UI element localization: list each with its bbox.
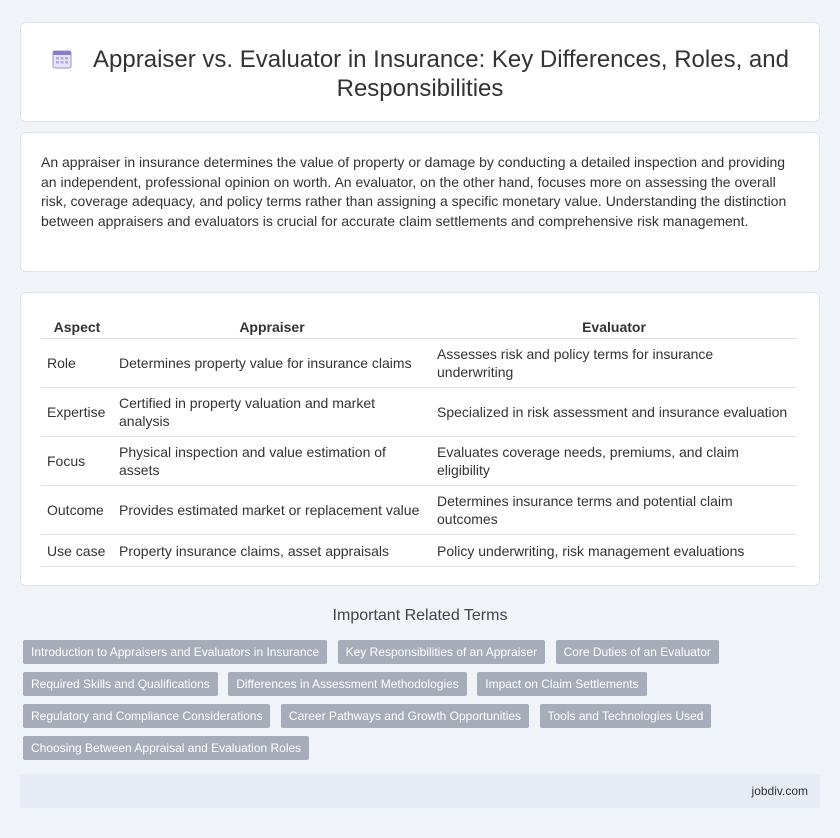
cell-aspect: Outcome (41, 486, 113, 535)
cell-aspect: Role (41, 339, 113, 388)
cell-aspect: Use case (41, 535, 113, 567)
header-appraiser: Appraiser (113, 311, 431, 339)
table-row (41, 388, 797, 437)
cell-appraiser: Certified in property valuation and market analysis (113, 388, 431, 437)
header-card (20, 22, 820, 122)
intro-paragraph: An appraiser in insurance determines the value of property or damage by conducting a detailed inspection and providing an independent, professional opinion on worth. An evaluator, on the other hand, focuses more on assessing the overall risk, coverage adequacy, and policy terms rather than assigning a specific monetary value. Understanding the distinction between appraisers and evaluators is crucial for accurate claim settlements and comprehensive risk management. (41, 154, 787, 229)
cell-appraiser: Provides estimated market or replacement value (113, 486, 431, 535)
intro-card (20, 132, 820, 272)
cell-aspect: Expertise (41, 388, 113, 437)
table-row (41, 339, 797, 388)
header-aspect: Aspect (41, 311, 113, 339)
related-term-tag[interactable]: Regulatory and Compliance Considerations (23, 704, 270, 728)
table-row (41, 437, 797, 486)
table-row (41, 486, 797, 535)
related-term-tag[interactable]: Core Duties of an Evaluator (556, 640, 719, 664)
related-term-tag[interactable]: Introduction to Appraisers and Evaluators in Insurance (23, 640, 327, 664)
page-title-text: Appraiser vs. Evaluator in Insurance: Key Differences, Roles, and Responsibilities (93, 46, 789, 102)
related-term-tag[interactable]: Impact on Claim Settlements (477, 672, 646, 696)
document-grid-icon (51, 48, 73, 70)
related-term-tag[interactable]: Required Skills and Qualifications (23, 672, 218, 696)
related-term-tag[interactable]: Differences in Assessment Methodologies (228, 672, 467, 696)
footer-site-link[interactable]: jobdiv.com (751, 784, 808, 798)
related-term-tag[interactable]: Career Pathways and Growth Opportunities (281, 704, 529, 728)
related-term-tag[interactable]: Key Responsibilities of an Appraiser (338, 640, 545, 664)
related-terms-tags (23, 640, 813, 768)
cell-evaluator: Specialized in risk assessment and insurance evaluation (431, 388, 797, 437)
cell-appraiser: Physical inspection and value estimation of assets (113, 437, 431, 486)
cell-evaluator: Evaluates coverage needs, premiums, and claim eligibility (431, 437, 797, 486)
table-row (41, 535, 797, 567)
page-title (50, 45, 790, 103)
table-header-row (41, 311, 797, 339)
cell-evaluator: Policy underwriting, risk management evaluations (431, 535, 797, 567)
cell-evaluator: Determines insurance terms and potential claim outcomes (431, 486, 797, 535)
footer-bar (20, 774, 820, 808)
related-term-tag[interactable]: Choosing Between Appraisal and Evaluation Roles (23, 736, 309, 760)
related-term-tag[interactable]: Tools and Technologies Used (540, 704, 712, 728)
header-evaluator: Evaluator (431, 311, 797, 339)
cell-aspect: Focus (41, 437, 113, 486)
cell-appraiser: Property insurance claims, asset appraisals (113, 535, 431, 567)
comparison-table (41, 311, 797, 567)
related-terms-title: Important Related Terms (332, 607, 508, 624)
cell-appraiser: Determines property value for insurance claims (113, 339, 431, 388)
comparison-table-card (20, 292, 820, 586)
cell-evaluator: Assesses risk and policy terms for insurance underwriting (431, 339, 797, 388)
